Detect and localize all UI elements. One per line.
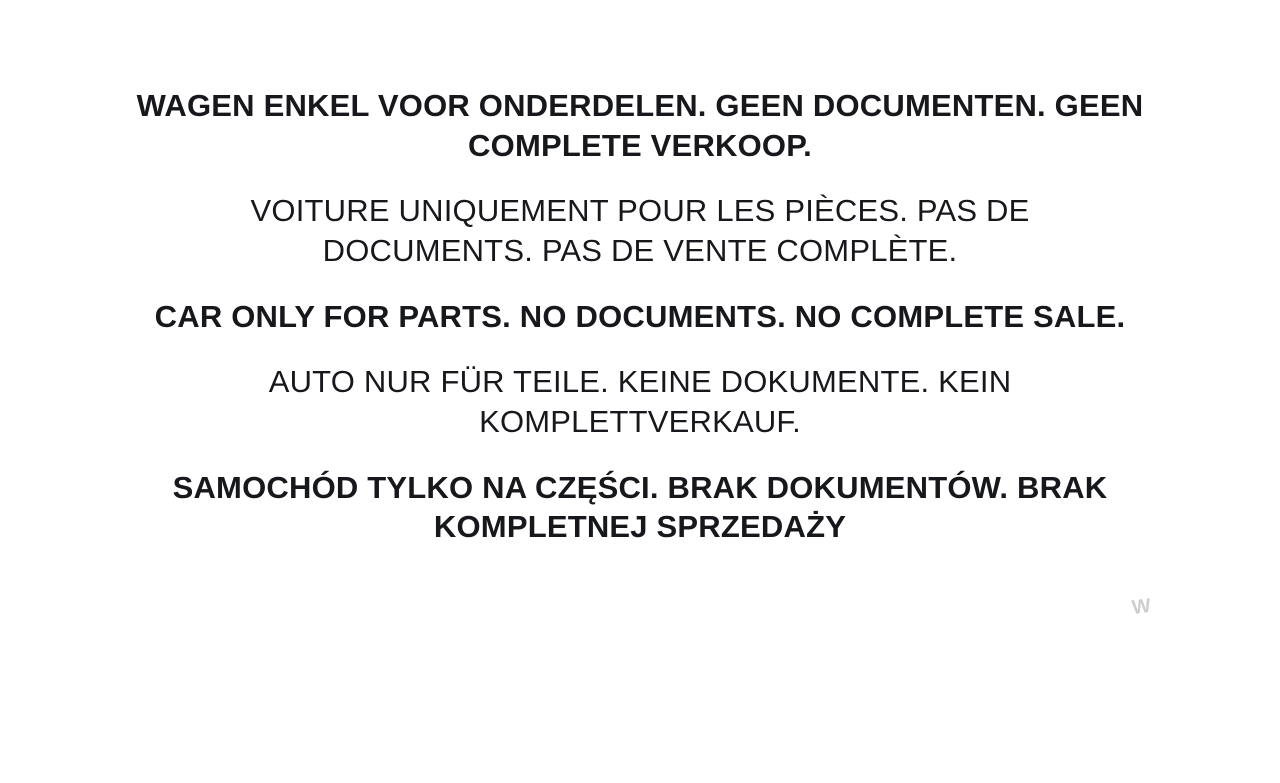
notice-dutch: WAGEN ENKEL VOOR ONDERDELEN. GEEN DOCUMENTEN. GEEN COMPLETE VERKOOP. xyxy=(136,88,1144,163)
notice-german: AUTO NUR FÜR TEILE. KEINE DOKUMENTE. KEIN KOMPLETTVERKAUF. xyxy=(268,364,1012,440)
notice-english: CAR ONLY FOR PARTS. NO DOCUMENTS. NO COMPLETE SALE. xyxy=(154,298,1126,334)
watermark-text: W xyxy=(1130,594,1154,620)
notice-polish: SAMOCHÓD TYLKO NA CZĘŚCI. BRAK DOKUMENTÓW. BRAK KOMPLETNEJ SPRZEDAŻY xyxy=(172,469,1108,545)
notice-french: VOITURE UNIQUEMENT POUR LES PIÈCES. PAS DE DOCUMENTS. PAS DE VENTE COMPLÈTE. xyxy=(250,193,1030,269)
